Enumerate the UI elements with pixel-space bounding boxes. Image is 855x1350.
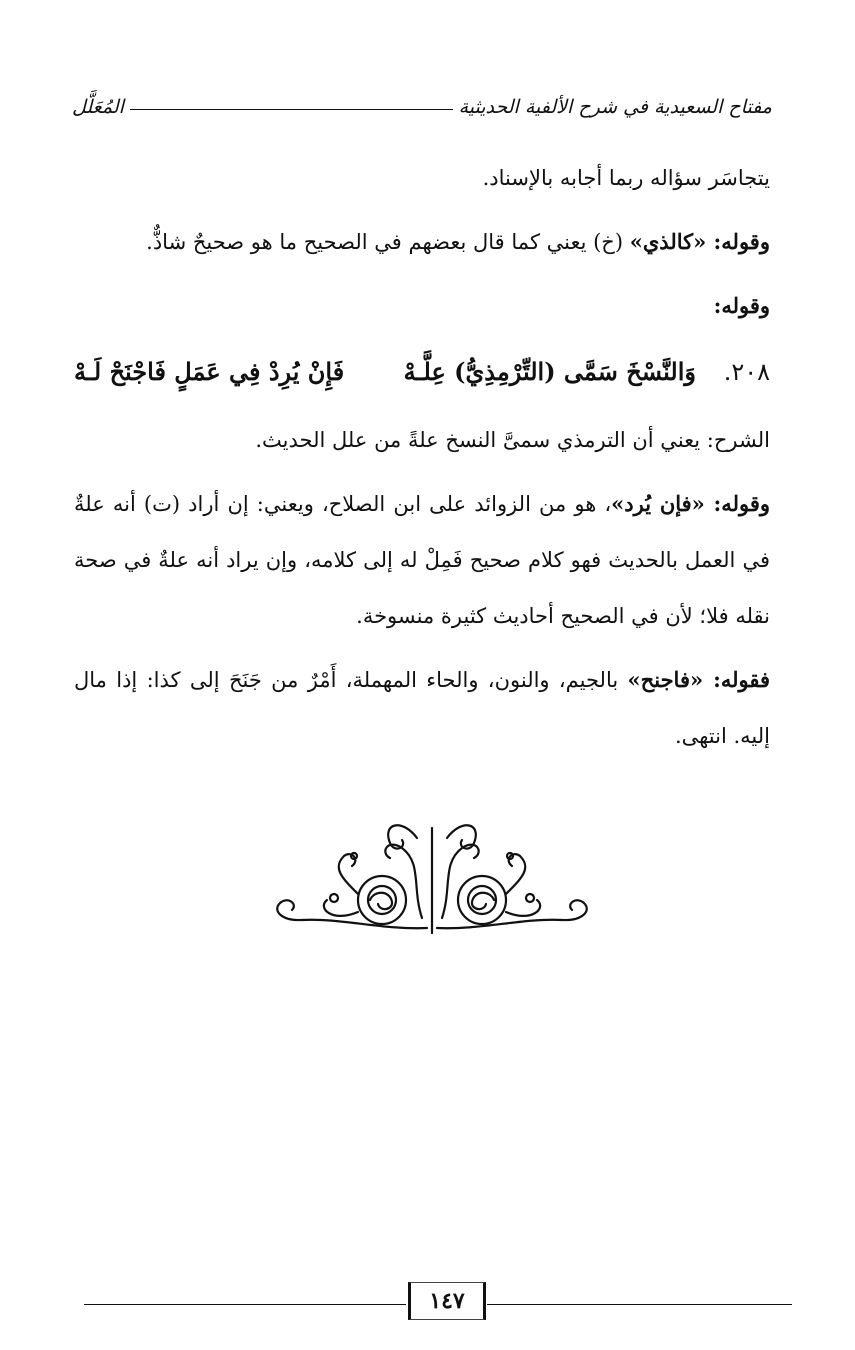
decorative-ornament-icon: [262, 808, 602, 948]
paragraph: [74, 278, 770, 334]
paragraph: [74, 476, 770, 644]
paragraph: [74, 412, 770, 468]
paragraph: [74, 150, 770, 206]
chapter-title: المُعَلَّل: [72, 96, 124, 118]
paragraph-lead: فقوله: «فاجنح»: [627, 667, 771, 692]
paragraph-text: (خ) يعني كما قال بعضهم في الصحيح ما هو صحيحٌ شاذٌّ.: [146, 230, 630, 254]
footer-rule-right: [487, 1304, 792, 1305]
paragraph-lead: وقوله: «فإن يُرد»: [611, 491, 770, 516]
paragraph-text: يتجاسَر سؤاله ربما أجابه بالإسناد.: [482, 166, 770, 190]
paragraph-lead: وقوله:: [713, 293, 770, 318]
verse-first-hemistich: وَالنَّسْخَ سَمَّى (التِّرْمِذِيُّ) عِلَّـهْ: [403, 357, 696, 386]
footer-rule-left: [84, 1304, 406, 1305]
paragraph-text: الشرح: يعني أن الترمذي سمىَّ النسخ علةً من علل الحديث.: [255, 428, 770, 452]
page-number: ١٤٧: [408, 1282, 486, 1320]
page-footer: [84, 1278, 792, 1324]
paragraph: [74, 214, 770, 270]
book-title: مفتاح السعيدية في شرح الألفية الحديثية: [458, 96, 772, 118]
paragraph: [74, 652, 770, 764]
paragraph-text: ، هو من الزوائد على ابن الصلاح، ويعني: إن أراد (ت) أنه علةٌ في العمل بالحديث فهو كلام صحيح فَمِلْ له إلى كلامه، وإن يراد أنه علةٌ في صحة نقله فلا؛ لأن في الصحيح أحاديث كثيرة منسوخة.: [74, 492, 770, 628]
page-body: [74, 150, 770, 772]
paragraph-lead: وقوله: «كالذي»: [629, 229, 770, 254]
running-header: [72, 82, 772, 122]
header-rule: [130, 109, 453, 110]
verse-second-hemistich: فَإِنْ يُرِدْ فِي عَمَلٍ فَاجْنَحْ لَـهْ: [74, 357, 345, 386]
verse-number: ٢٠٨.: [723, 358, 770, 386]
paragraph-text: بالجيم، والنون، والحاء المهملة، أَمْرٌ من جَنَحَ إلى كذا: إذا مال إليه. انتهى.: [74, 668, 770, 748]
verse-line: [74, 342, 770, 402]
